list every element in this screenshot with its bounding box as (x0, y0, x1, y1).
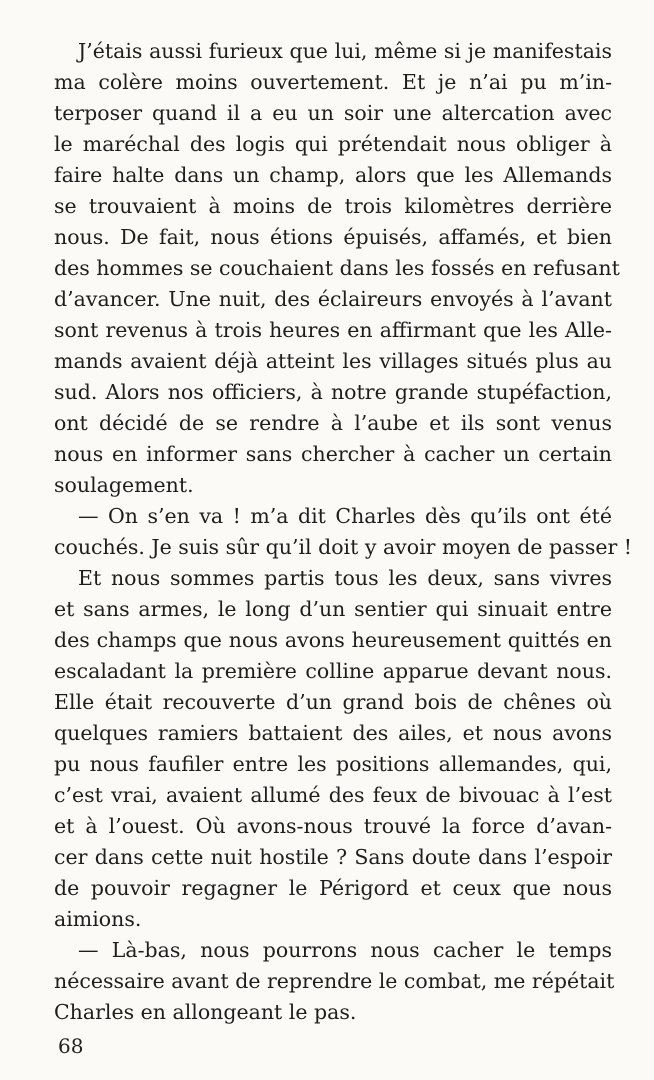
text-line: Elle était recouverte d’un grand bois de chênes où (54, 690, 612, 714)
text-line: aimions. (54, 907, 142, 931)
text-line: d’avancer. Une nuit, des éclaireurs envoyés à l’avant (54, 287, 612, 311)
text-line: se trouvaient à moins de trois kilomètres derrière (54, 194, 612, 218)
page-number: 68 (58, 1034, 84, 1058)
text-line: terposer quand il a eu un soir une altercation avec (54, 101, 612, 125)
text-line: sont revenus à trois heures en affirmant que les Alle- (54, 318, 612, 342)
text-line: ma colère moins ouvertement. Et je n’ai pu m’in- (54, 70, 612, 94)
text-line: couchés. Je suis sûr qu’il doit y avoir moyen de passer ! (54, 535, 633, 559)
text-line: mands avaient déjà atteint les villages situés plus au (54, 349, 612, 373)
text-line: de pouvoir regagner le Périgord et ceux que nous (54, 876, 612, 900)
text-line: sud. Alors nos officiers, à notre grande stupéfaction, (54, 380, 612, 404)
text-line: des hommes se couchaient dans les fossés en refusant (54, 256, 620, 280)
text-line: faire halte dans un champ, alors que les Allemands (54, 163, 612, 187)
text-line: ont décidé de se rendre à l’aube et ils sont venus (54, 411, 612, 435)
text-line: Charles en allongeant le pas. (54, 1000, 357, 1024)
dialogue-line: — On s’en va ! m’a dit Charles dès qu’ils ont été (78, 504, 612, 528)
text-line: quelques ramiers battaient des ailes, et nous avons (54, 721, 612, 745)
text-line: escaladant la première colline apparue devant nous. (54, 659, 612, 683)
text-line: nous en informer sans chercher à cacher un certain (54, 442, 612, 466)
text-line: le maréchal des logis qui prétendait nous obliger à (54, 132, 612, 156)
dialogue-line: — Là-bas, nous pourrons nous cacher le temps (78, 938, 612, 962)
text-line: soulagement. (54, 473, 194, 497)
text-line: et sans armes, le long d’un sentier qui sinuait entre (54, 597, 612, 621)
text-line: c’est vrai, avaient allumé des feux de bivouac à l’est (54, 783, 612, 807)
text-line: des champs que nous avons heureusement quittés en (54, 628, 612, 652)
text-line: nous. De fait, nous étions épuisés, affamés, et bien (54, 225, 612, 249)
text-line: nécessaire avant de reprendre le combat, me répétait (54, 969, 615, 993)
text-line: pu nous faufiler entre les positions allemandes, qui, (54, 752, 612, 776)
body-text (54, 36, 633, 1028)
text-line: Et nous sommes partis tous les deux, sans vivres (78, 566, 612, 590)
text-line: et à l’ouest. Où avons-nous trouvé la force d’avan- (54, 814, 612, 838)
text-line: J’étais aussi furieux que lui, même si je manifestais (78, 39, 612, 63)
text-line: cer dans cette nuit hostile ? Sans doute dans l’espoir (54, 845, 612, 869)
